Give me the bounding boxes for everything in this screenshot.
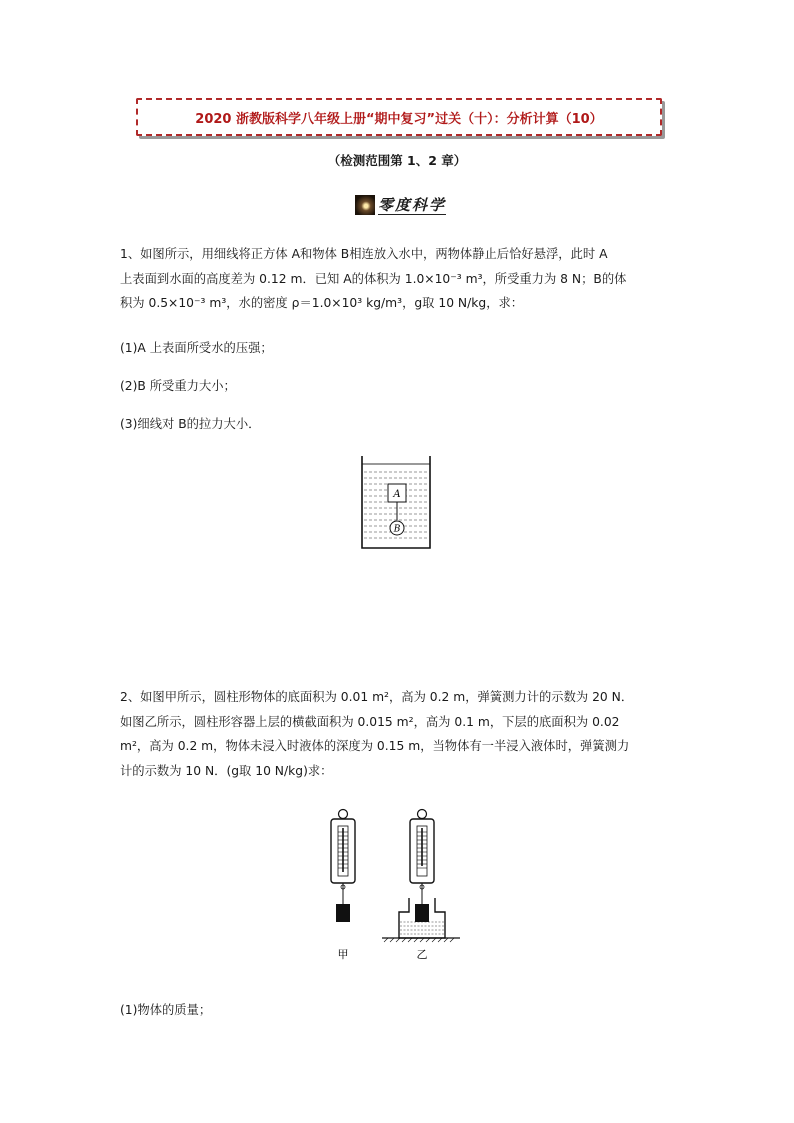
liquid-fill <box>400 922 444 934</box>
q1-sub-2: (2)B 所受重力大小； <box>120 379 236 393</box>
q1-line-1: 1、如图所示，用细线将正方体 A和物体 B相连放入水中，两物体静止后恰好悬浮，此时 A <box>120 247 608 261</box>
figure-1-container <box>358 454 434 550</box>
question-1-text <box>120 242 680 316</box>
q1-line-2: 上表面到水面的高度差为 0.12 m．已知 A的体积为 1.0×10⁻³ m³，所受重力为 8 N；B的体 <box>120 271 627 286</box>
logo <box>355 194 446 216</box>
document-title: 2020 浙教版科学八年级上册“期中复习”过关（十）：分析计算（10） <box>136 98 662 136</box>
ball-b-label: B <box>393 524 401 535</box>
scale-left <box>331 810 355 923</box>
logo-text: 零度科学 <box>378 195 447 214</box>
q1-line-3: 积为 0.5×10⁻³ m³，水的密度 ρ＝1.0×10³ kg/m³，g取 10 N/kg，求： <box>120 296 524 310</box>
figure-label-jia: 甲 <box>337 948 349 961</box>
q2-line-4: 计的示数为 10 N．(g取 10 N/kg)求： <box>120 763 333 778</box>
question-2-text <box>120 685 680 783</box>
figure-label-yi: 乙 <box>416 948 428 961</box>
q2-line-2: 如图乙所示，圆柱形容器上层的横截面积为 0.015 m²，高为 0.1 m，下层的底面积为 0.02 <box>120 714 620 729</box>
q1-sub-1: (1)A 上表面所受水的压强； <box>120 341 273 355</box>
scope-subtitle: （检测范围第 1、2 章） <box>327 153 467 168</box>
figure-2-spring-scales <box>320 806 470 964</box>
cube-a-label: A <box>393 489 401 500</box>
q2-line-1: 2、如图甲所示，圆柱形物体的底面积为 0.01 m²，高为 0.2 m，弹簧测力计的示数为 20 N． <box>120 690 634 704</box>
q1-sub-3: (3)细线对 B的拉力大小． <box>120 417 261 431</box>
scale-right <box>382 810 460 943</box>
logo-icon <box>355 195 375 215</box>
q2-line-3: m²，高为 0.2 m，物体未浸入时液体的深度为 0.15 m，当物体有一半浸入液体时，弹簧测力 <box>120 739 630 753</box>
q2-sub-1: (1)物体的质量； <box>120 1003 212 1017</box>
